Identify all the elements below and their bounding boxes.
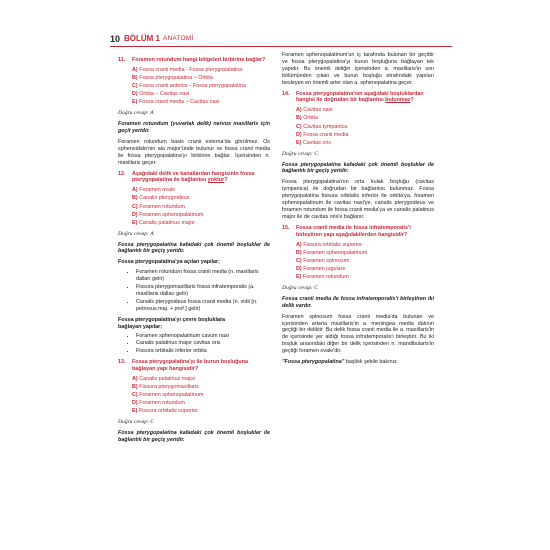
option-e[interactable]: E) Cavitas oris xyxy=(296,139,332,146)
explanation-heading: Foramen rotundum (yuvarlak delik) nervus maxillaris için geçit yeridir. xyxy=(118,121,270,134)
explanation-heading: Fossa cranii media ile fossa infratemporalis'i birleştiren iki delik vardır. xyxy=(282,295,434,309)
correct-answer: Doğru cevap: A xyxy=(118,230,154,237)
bullet-item: • Foramen sphenopalatinum cavum nasi xyxy=(136,333,270,340)
question-12-options xyxy=(132,187,270,226)
option-a[interactable]: A) Fossa cranii media - Fossa pterygopalatina xyxy=(132,66,243,73)
explanation-heading: Fossa pterygopalatina kafadaki çok önemli boşluklar ile bağlantılı bir geçiş yeridir. xyxy=(118,241,270,255)
option-c[interactable]: C) Foramen rotundum xyxy=(132,203,186,210)
figure-reference: "Fossa pterygopalatina" başlıklı şekile bakınız. xyxy=(282,359,399,366)
question-11 xyxy=(118,57,270,64)
option-a[interactable]: A) Fissura orbitalis superior xyxy=(296,241,362,248)
page-number: 10 xyxy=(110,34,121,44)
bullet-list xyxy=(128,269,270,312)
question-13 xyxy=(118,359,270,373)
negation-word: yoktur xyxy=(207,177,225,184)
option-a[interactable]: A) Cavitas nasi xyxy=(296,107,333,114)
bullet-item: • Fissura pterygomaxillaris fossa infratemporalis (a. maxillaris dalları gelir) xyxy=(136,284,270,298)
option-c[interactable]: C) Fossa cranii anterior - Fossa pterygopalatina xyxy=(132,83,246,90)
option-a[interactable]: A) Canalis palatinus major xyxy=(132,376,196,383)
option-c[interactable]: C) Foramen spinosum xyxy=(296,257,350,264)
option-b[interactable]: B) Foramen sphenopalatinum xyxy=(296,249,368,256)
option-d[interactable]: D) Fossa cranii media xyxy=(296,131,349,138)
explanation-text: Foramen spinosum fossa cranii media'da bulunan ve içerisinden arteria maxillaris'in a. meningea media dalının geçtiği bir deliktir. Bu delik fossa cranii media ile a. maxillaris'in de içerisinde yer aldığı fossa infratemporalis'i birleştirir. Bu iki boşluk arasındaki diğer bir delik içerisinden n. mandibularis'in geçtiği foramen ovale'dir. xyxy=(282,313,434,355)
question-15-options xyxy=(296,242,434,281)
bullet-item: • Fissura orbitalis inferior orbita xyxy=(136,348,270,355)
question-14 xyxy=(282,91,434,105)
chapter-label: BÖLÜM 1 xyxy=(124,34,160,43)
bullet-item: • Canalis pterygoideus fossa cranii media (n. vidii [n. petrosus maj. + prof.] gelir) xyxy=(136,299,270,313)
option-b[interactable]: B) Canalis pterygoideus xyxy=(132,195,190,202)
option-e[interactable]: E) Fissura orbitalis superior xyxy=(132,408,198,415)
question-13-options xyxy=(132,376,270,415)
explanation-heading: Fossa pterygopalatina kafadaki çok önemli boşluklar ile bağlantılı bir geçiş yeridir. xyxy=(118,430,270,444)
left-column xyxy=(118,54,270,448)
option-e[interactable]: E) Fossa cranii media – Cavitas nasi xyxy=(132,99,220,106)
page-header xyxy=(110,34,452,47)
correct-answer: Doğru cevap: A xyxy=(118,110,154,117)
option-b[interactable]: B) Orbita xyxy=(296,115,318,122)
correct-answer: Doğru cevap: C xyxy=(282,150,319,157)
list-heading: Fossa pterygopalatina'ya açılan yapılar; xyxy=(118,259,220,266)
explanation-text: Foramen sphenopalatinum'un iç tarafında bulunan bir geçittir ve fossa pterygopalatina'yı burun boşluğuna bağlayan tek yapıdır. Bu önemli deliğin içerisinden a. maxillaris'in son bölümünden çıkan ve burun boşluğu etrafındaki yapıları besleyen en önemli arter olan a. sphenopalatina geçer. xyxy=(282,52,434,86)
option-c[interactable]: C) Cavitas tympanica xyxy=(296,123,348,130)
right-column xyxy=(282,52,434,370)
option-d[interactable]: D) Foramen sphenopalatinum xyxy=(132,211,204,218)
explanation-text: Foramen rotundum basis cranii externa'da görülmez. Os sphenoidale'nin ala major'ünde bulunur ve fossa cranii media ile fossa pterygopalatina'yı birbirine bağlar. İçerisinden n. maxillaris geçer. xyxy=(118,138,270,166)
question-number: 11. xyxy=(118,57,126,63)
negation-word: bulunmaz xyxy=(385,97,411,104)
bullet-item: • Canalis palatinus major cavitas oris xyxy=(136,340,270,347)
option-c[interactable]: C) Foramen sphenopalatinum xyxy=(132,392,204,399)
explanation-text: Fossa pterygopalatina'nın orta kulak boşluğu (cavitas tympanica) ile doğrudan bir bağlantısı bulunmaz. Fossa pterygopalatina fissura orbitalis inferior ile orbita'ya, foramen sphenopalatinum ile cavitas nasi'ye, canalis pterygoideus ve foramen rotundum ile fossa cranii media'ya ve canalis palatinus major ile de cavitas oris'e bağlanır. xyxy=(282,179,434,220)
explanation-heading: Fossa pterygopalatina kafadaki çok önemli boşluklar ile bağlantılı bir geçiş yeridir. xyxy=(282,161,434,175)
option-b[interactable]: B) Fossa pterygopalatina – Orbita xyxy=(132,75,213,81)
question-text: Aşağıdaki delik ve kanallardan hangisinin fossa pterygopalatina ile bağlantısı yoktur? xyxy=(132,170,255,184)
question-text: Fossa pterygopalatina'yı ile burun boşluğuna bağlayan yapı hangisidir? xyxy=(132,359,248,373)
bullet-item: • Foramen rotundum fossa cranii media (n. maxillaris dalları gelir) xyxy=(136,269,270,283)
option-b[interactable]: B) Fissura pterygomaxillaris xyxy=(132,384,199,391)
question-text: Fossa cranii media ile fossa infratemporalis'i birleştiren yapı aşağıdakilerden hangisidir? xyxy=(296,224,411,238)
chapter-title: ANATOMİ xyxy=(163,35,194,42)
list-heading: Fossa pterygopalatina'yı çevre boşluklara bağlayan yapılar; xyxy=(118,316,226,330)
correct-answer: Doğru cevap: C xyxy=(118,419,155,426)
question-text: Foramen rotundum hangi bölgeleri birbirine bağlar? xyxy=(132,57,266,63)
correct-answer: Doğru cevap: C xyxy=(282,284,319,291)
question-text: Fossa pterygopalatina'nın aşağıdaki boşluklardan hangisi ile doğrudan bir bağlantısı bulunmaz? xyxy=(296,90,424,104)
option-d[interactable]: D) Foramen rotundum xyxy=(132,400,186,407)
bullet-list xyxy=(128,333,270,356)
question-12 xyxy=(118,171,270,185)
option-a[interactable]: A) Foramen ovale xyxy=(132,187,176,194)
question-number: 12. xyxy=(118,170,126,177)
question-number: 14. xyxy=(282,90,290,97)
question-14-options xyxy=(296,107,434,146)
option-d[interactable]: D) Foramen jugulare xyxy=(296,265,346,272)
option-e[interactable]: E) Foramen rotundum xyxy=(296,273,349,280)
option-e[interactable]: E) Canalis palatinus major xyxy=(132,219,195,226)
question-number: 13. xyxy=(118,359,126,366)
question-11-options xyxy=(132,67,270,106)
question-15 xyxy=(282,225,434,239)
question-number: 15. xyxy=(282,224,290,231)
option-d[interactable]: D) Orbita – Cavitas nasi xyxy=(132,91,190,98)
